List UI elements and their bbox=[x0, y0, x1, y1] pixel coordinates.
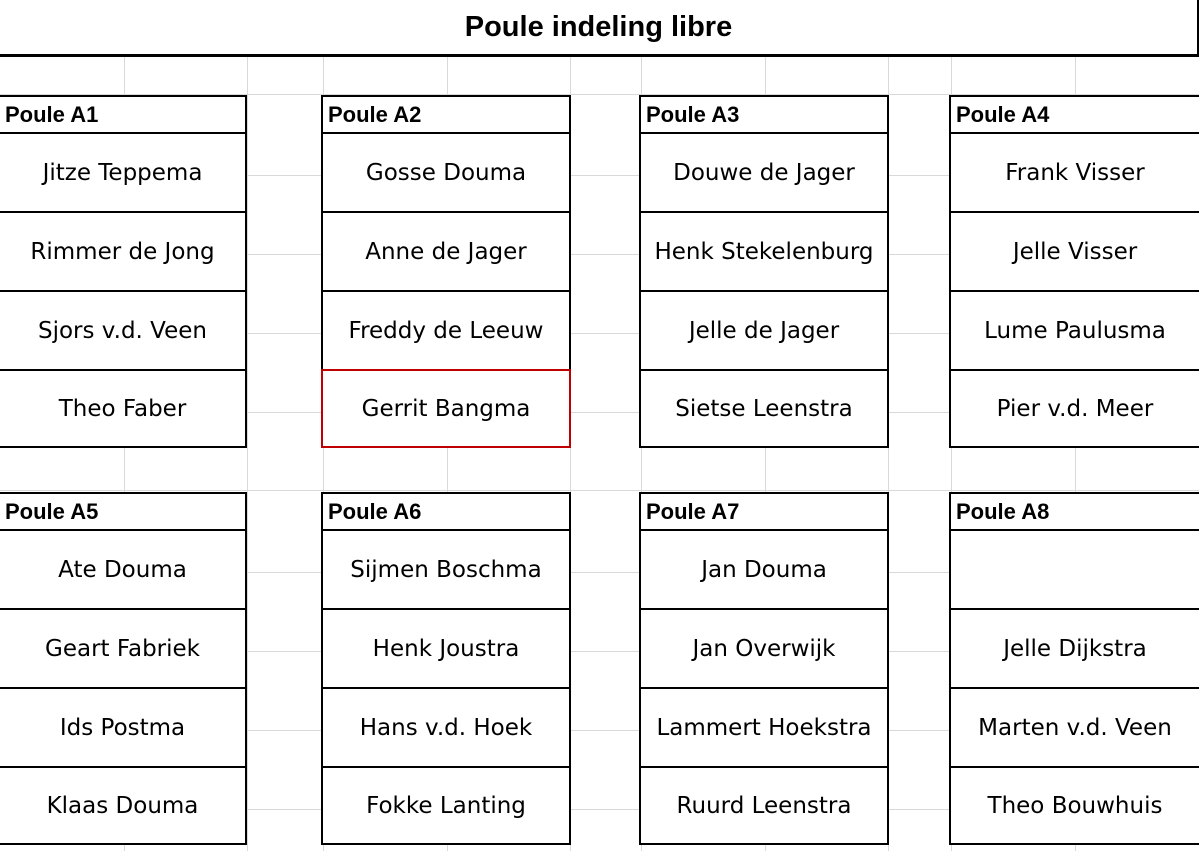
player-cell[interactable]: Rimmer de Jong bbox=[0, 211, 247, 290]
player-cell[interactable]: Freddy de Leeuw bbox=[321, 290, 571, 369]
gridline bbox=[0, 490, 1199, 491]
poule-a8 bbox=[949, 492, 1199, 845]
player-cell[interactable]: Henk Joustra bbox=[321, 608, 571, 687]
selected-player-cell[interactable]: Gerrit Bangma bbox=[321, 369, 571, 448]
poule-header[interactable]: Poule A5 bbox=[0, 492, 247, 529]
player-cell[interactable]: Jan Overwijk bbox=[639, 608, 889, 687]
poule-header[interactable]: Poule A1 bbox=[0, 95, 247, 132]
gridline bbox=[247, 0, 248, 851]
player-cell[interactable]: Frank Visser bbox=[949, 132, 1199, 211]
player-cell[interactable]: Ruurd Leenstra bbox=[639, 766, 889, 845]
poule-a7 bbox=[639, 492, 889, 845]
poule-header[interactable]: Poule A4 bbox=[949, 95, 1199, 132]
poule-a3 bbox=[639, 95, 889, 448]
player-cell[interactable]: Theo Bouwhuis bbox=[949, 766, 1199, 845]
player-cell[interactable]: Gosse Douma bbox=[321, 132, 571, 211]
player-cell[interactable]: Jelle Visser bbox=[949, 211, 1199, 290]
poule-a6 bbox=[321, 492, 571, 845]
player-cell[interactable]: Sijmen Boschma bbox=[321, 529, 571, 608]
player-cell[interactable]: Anne de Jager bbox=[321, 211, 571, 290]
page-title[interactable]: Poule indeling libre bbox=[0, 0, 1199, 57]
player-cell[interactable]: Jitze Teppema bbox=[0, 132, 247, 211]
poule-a4 bbox=[949, 95, 1199, 448]
poule-header[interactable]: Poule A7 bbox=[639, 492, 889, 529]
player-cell[interactable]: Marten v.d. Veen bbox=[949, 687, 1199, 766]
player-cell[interactable]: Hans v.d. Hoek bbox=[321, 687, 571, 766]
poule-a5 bbox=[0, 492, 247, 845]
player-cell[interactable]: Jelle de Jager bbox=[639, 290, 889, 369]
player-cell[interactable]: Jan Douma bbox=[639, 529, 889, 608]
player-cell[interactable]: Theo Faber bbox=[0, 369, 247, 448]
player-cell[interactable]: Klaas Douma bbox=[0, 766, 247, 845]
poule-header[interactable]: Poule A6 bbox=[321, 492, 571, 529]
empty-player-cell[interactable] bbox=[949, 529, 1199, 608]
player-cell[interactable]: Sjors v.d. Veen bbox=[0, 290, 247, 369]
player-cell[interactable]: Geart Fabriek bbox=[0, 608, 247, 687]
player-cell[interactable]: Sietse Leenstra bbox=[639, 369, 889, 448]
player-cell[interactable]: Ids Postma bbox=[0, 687, 247, 766]
player-cell[interactable]: Fokke Lanting bbox=[321, 766, 571, 845]
poule-header[interactable]: Poule A2 bbox=[321, 95, 571, 132]
player-cell[interactable]: Pier v.d. Meer bbox=[949, 369, 1199, 448]
poule-header[interactable]: Poule A8 bbox=[949, 492, 1199, 529]
player-cell[interactable]: Douwe de Jager bbox=[639, 132, 889, 211]
poule-a2 bbox=[321, 95, 571, 448]
player-cell[interactable]: Lammert Hoekstra bbox=[639, 687, 889, 766]
player-cell[interactable]: Lume Paulusma bbox=[949, 290, 1199, 369]
player-cell[interactable]: Henk Stekelenburg bbox=[639, 211, 889, 290]
player-cell[interactable]: Ate Douma bbox=[0, 529, 247, 608]
poule-a1 bbox=[0, 95, 247, 448]
poule-header[interactable]: Poule A3 bbox=[639, 95, 889, 132]
player-cell[interactable]: Jelle Dijkstra bbox=[949, 608, 1199, 687]
